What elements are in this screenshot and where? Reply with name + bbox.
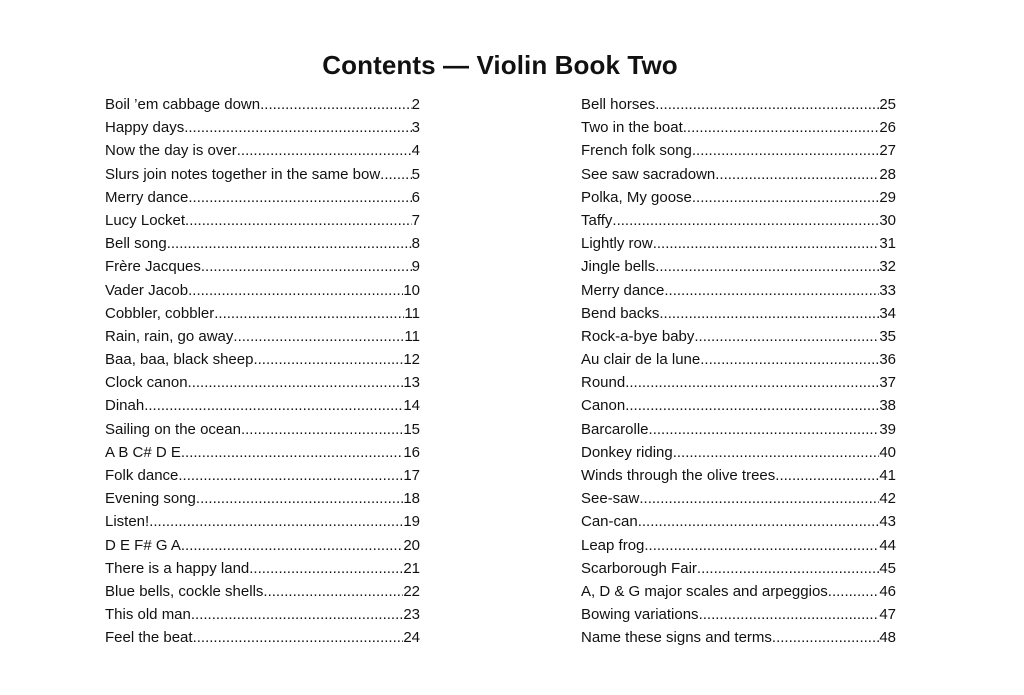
dot-leader bbox=[380, 163, 412, 186]
toc-entry-page: 34 bbox=[879, 304, 896, 322]
toc-entry-page: 32 bbox=[879, 258, 896, 276]
toc-entry-title: French folk song bbox=[581, 142, 692, 160]
toc-entry-title: Now the day is over bbox=[105, 142, 237, 160]
toc-entry bbox=[581, 603, 896, 626]
toc-entry bbox=[581, 510, 896, 533]
toc-entry-page: 35 bbox=[879, 327, 896, 345]
toc-entry bbox=[581, 487, 896, 510]
toc-entry bbox=[105, 139, 420, 162]
toc-entry bbox=[581, 441, 896, 464]
dot-leader bbox=[715, 163, 879, 186]
dot-leader bbox=[191, 603, 403, 626]
dot-leader bbox=[683, 116, 880, 139]
toc-entry-page: 28 bbox=[879, 165, 896, 183]
dot-leader bbox=[673, 441, 880, 464]
toc-entry-title: Name these signs and terms bbox=[581, 629, 772, 647]
dot-leader bbox=[193, 626, 404, 649]
dot-leader bbox=[181, 441, 403, 464]
toc-entry-title: Bend backs bbox=[581, 304, 660, 322]
toc-entry bbox=[105, 325, 420, 348]
toc-entry-title: Dinah bbox=[105, 397, 145, 415]
toc-entry bbox=[105, 371, 420, 394]
toc-entry-page: 26 bbox=[879, 119, 896, 137]
toc-entry bbox=[581, 464, 896, 487]
toc-entry-page: 38 bbox=[879, 397, 896, 415]
toc-entry-page: 44 bbox=[879, 536, 896, 554]
dot-leader bbox=[692, 139, 879, 162]
toc-entry-title: Lightly row bbox=[581, 235, 653, 253]
toc-entry-page: 9 bbox=[411, 258, 420, 276]
toc-entry bbox=[581, 139, 896, 162]
toc-entry bbox=[105, 580, 420, 603]
toc-entry-page: 40 bbox=[879, 443, 896, 461]
dot-leader bbox=[772, 626, 879, 649]
dot-leader bbox=[828, 580, 880, 603]
toc-entry-page: 14 bbox=[403, 397, 420, 415]
toc-entry-page: 21 bbox=[403, 559, 420, 577]
toc-entry-title: See-saw bbox=[581, 490, 640, 508]
toc-entry-title: Donkey riding bbox=[581, 443, 673, 461]
dot-leader bbox=[201, 255, 412, 278]
toc-entry-page: 31 bbox=[879, 235, 896, 253]
page-title: Contents — Violin Book Two bbox=[322, 50, 678, 81]
toc-entry-title: Leap frog bbox=[581, 536, 645, 554]
toc-entry bbox=[581, 232, 896, 255]
dot-leader bbox=[625, 371, 879, 394]
dot-leader bbox=[260, 93, 412, 116]
toc-entry bbox=[581, 348, 896, 371]
toc-entry-title: Sailing on the ocean bbox=[105, 420, 241, 438]
toc-entry bbox=[105, 93, 420, 116]
toc-entry-title: Two in the boat bbox=[581, 119, 683, 137]
toc-entry-page: 19 bbox=[403, 513, 420, 531]
toc-entry-title: Bell song bbox=[105, 235, 167, 253]
toc-entry-page: 4 bbox=[411, 142, 420, 160]
toc-entry-title: Boil ’em cabbage down bbox=[105, 96, 261, 113]
dot-leader bbox=[167, 232, 412, 255]
dot-leader bbox=[612, 209, 879, 232]
toc-entry-page: 33 bbox=[879, 281, 896, 299]
toc-entry bbox=[105, 394, 420, 417]
dot-leader bbox=[775, 464, 879, 487]
dot-leader bbox=[659, 302, 879, 325]
toc-entry-title: There is a happy land bbox=[105, 559, 250, 577]
toc-entry-title: A, D & G major scales and arpeggios bbox=[581, 582, 828, 600]
toc-entry bbox=[581, 325, 896, 348]
dot-leader bbox=[237, 139, 412, 162]
toc-entry-page: 22 bbox=[403, 582, 420, 600]
dot-leader bbox=[188, 186, 411, 209]
toc-entry bbox=[581, 116, 896, 139]
toc-entry-title: Listen! bbox=[105, 513, 150, 531]
toc-entry-page: 2 bbox=[411, 96, 420, 113]
toc-entry-page: 39 bbox=[879, 420, 896, 438]
toc-entry-title: Feel the beat bbox=[105, 629, 193, 647]
toc-entry-title: Lucy Locket bbox=[105, 211, 186, 229]
toc-left-column bbox=[105, 93, 420, 650]
toc-entry bbox=[105, 163, 420, 186]
toc-entry bbox=[581, 186, 896, 209]
toc-entry bbox=[105, 186, 420, 209]
toc-entry-title: Rain, rain, go away bbox=[105, 327, 234, 345]
dot-leader bbox=[263, 580, 403, 603]
toc-entry-page: 17 bbox=[403, 467, 420, 484]
dot-leader bbox=[149, 510, 403, 533]
toc-entry-title: Round bbox=[581, 374, 626, 392]
toc-entry bbox=[581, 93, 896, 116]
dot-leader bbox=[644, 534, 879, 557]
toc-entry bbox=[105, 302, 420, 325]
toc-entry-title: Evening song bbox=[105, 490, 196, 508]
toc-entry-page: 41 bbox=[879, 467, 896, 484]
toc-entry-page: 29 bbox=[879, 188, 896, 206]
toc-entry-page: 18 bbox=[403, 490, 420, 508]
toc-entry-page: 23 bbox=[403, 606, 420, 624]
toc-entry-page: 45 bbox=[879, 559, 896, 577]
dot-leader bbox=[653, 232, 880, 255]
toc-entry-title: Bowing variations bbox=[581, 606, 699, 624]
toc-entry-page: 43 bbox=[879, 513, 896, 531]
toc-entry-page: 7 bbox=[411, 211, 420, 229]
toc-entry-page: 13 bbox=[403, 374, 420, 392]
dot-leader bbox=[697, 557, 879, 580]
toc-entry-title: Barcarolle bbox=[581, 420, 649, 438]
toc-entry bbox=[581, 418, 896, 441]
toc-entry-title: Au clair de la lune bbox=[581, 351, 701, 369]
toc-entry-page: 25 bbox=[879, 96, 896, 113]
dot-leader bbox=[144, 394, 403, 417]
toc-entry bbox=[105, 626, 420, 649]
toc-entry bbox=[105, 557, 420, 580]
toc-entry bbox=[581, 371, 896, 394]
dot-leader bbox=[178, 464, 403, 487]
toc-entry-title: Can-can bbox=[581, 513, 638, 531]
dot-leader bbox=[181, 534, 403, 557]
toc-entry bbox=[105, 232, 420, 255]
toc-entry bbox=[105, 464, 420, 487]
toc-entry bbox=[105, 487, 420, 510]
dot-leader bbox=[694, 325, 879, 348]
toc-entry-page: 6 bbox=[411, 188, 420, 206]
dot-leader bbox=[639, 487, 879, 510]
toc-entry-title: Canon bbox=[581, 397, 626, 415]
toc-entry-title: Vader Jacob bbox=[105, 281, 189, 299]
toc-entry-page: 46 bbox=[879, 582, 896, 600]
dot-leader bbox=[649, 418, 880, 441]
dot-leader bbox=[196, 487, 403, 510]
toc-entry bbox=[105, 209, 420, 232]
dot-leader bbox=[638, 510, 880, 533]
toc-entry bbox=[105, 510, 420, 533]
dot-leader bbox=[253, 348, 403, 371]
dot-leader bbox=[214, 302, 404, 325]
toc-entry bbox=[581, 557, 896, 580]
toc-entry bbox=[105, 348, 420, 371]
toc-entry bbox=[105, 116, 420, 139]
toc-entry bbox=[581, 255, 896, 278]
toc-entry-page: 36 bbox=[879, 351, 896, 369]
dot-leader bbox=[700, 348, 879, 371]
toc-entry-title: Clock canon bbox=[105, 374, 188, 392]
toc-entry-page: 11 bbox=[404, 304, 420, 322]
dot-leader bbox=[241, 418, 403, 441]
toc-entry-page: 48 bbox=[879, 629, 896, 647]
toc-entry bbox=[581, 580, 896, 603]
toc-entry bbox=[581, 394, 896, 417]
toc-entry bbox=[581, 534, 896, 557]
toc-entry-page: 37 bbox=[879, 374, 896, 392]
toc-entry-title: A B C# D E bbox=[105, 443, 181, 461]
toc-entry-title: This old man bbox=[105, 606, 191, 624]
toc-entry bbox=[105, 255, 420, 278]
dot-leader bbox=[185, 209, 412, 232]
toc-entry bbox=[581, 209, 896, 232]
toc-right-column bbox=[581, 93, 896, 650]
dot-leader bbox=[625, 394, 879, 417]
toc-entry-page: 10 bbox=[403, 281, 420, 299]
toc-entry bbox=[105, 418, 420, 441]
toc-entry-title: Baa, baa, black sheep bbox=[105, 351, 254, 369]
toc-entry-page: 47 bbox=[879, 606, 896, 624]
toc-entry-page: 11 bbox=[404, 327, 420, 345]
dot-leader bbox=[664, 279, 879, 302]
toc-entry-page: 20 bbox=[403, 536, 420, 554]
toc-entry bbox=[105, 441, 420, 464]
dot-leader bbox=[655, 93, 879, 116]
toc-entry-title: Cobbler, cobbler bbox=[105, 304, 215, 322]
toc-entry bbox=[105, 603, 420, 626]
toc-entry-title: D E F# G A bbox=[105, 536, 181, 554]
toc-entry-page: 24 bbox=[403, 629, 420, 647]
toc-entry-page: 42 bbox=[879, 490, 896, 508]
toc-entry-page: 5 bbox=[411, 165, 420, 183]
toc-entry-title: Blue bells, cockle shells bbox=[105, 582, 264, 600]
dot-leader bbox=[699, 603, 880, 626]
toc-entry-page: 27 bbox=[879, 142, 896, 160]
toc-entry bbox=[105, 534, 420, 557]
toc-entry-page: 3 bbox=[411, 119, 420, 137]
toc-entry bbox=[581, 626, 896, 649]
dot-leader bbox=[692, 186, 879, 209]
dot-leader bbox=[655, 255, 879, 278]
toc-entry bbox=[581, 279, 896, 302]
toc-entry-title: Taffy bbox=[581, 211, 613, 229]
toc-entry-title: Happy days bbox=[105, 119, 185, 137]
dot-leader bbox=[188, 371, 404, 394]
toc-entry bbox=[581, 302, 896, 325]
toc-entry-title: Bell horses bbox=[581, 96, 656, 113]
toc-entry-page: 16 bbox=[403, 443, 420, 461]
toc-entry-title: Folk dance bbox=[105, 467, 179, 484]
toc-entry-page: 12 bbox=[403, 351, 420, 369]
dot-leader bbox=[233, 325, 404, 348]
dot-leader bbox=[249, 557, 403, 580]
toc-entry-title: Merry dance bbox=[105, 188, 189, 206]
toc-entry-title: Jingle bells bbox=[581, 258, 656, 276]
toc-entry-title: Frère Jacques bbox=[105, 258, 201, 276]
toc-entry-page: 30 bbox=[879, 211, 896, 229]
dot-leader bbox=[184, 116, 411, 139]
toc-entry-page: 8 bbox=[411, 235, 420, 253]
toc-entry-title: Polka, My goose bbox=[581, 188, 692, 206]
toc-entry-page: 15 bbox=[403, 420, 420, 438]
toc-entry bbox=[581, 163, 896, 186]
dot-leader bbox=[188, 279, 403, 302]
toc-entry-title: Winds through the olive trees bbox=[581, 467, 776, 484]
toc-entry-title: Merry dance bbox=[581, 281, 665, 299]
toc-entry-title: Rock-a-bye baby bbox=[581, 327, 695, 345]
toc-entry-title: Scarborough Fair bbox=[581, 559, 697, 577]
toc-entry-title: Slurs join notes together in the same bow bbox=[105, 165, 381, 183]
toc-entry-title: See saw sacradown bbox=[581, 165, 716, 183]
toc-entry bbox=[105, 279, 420, 302]
